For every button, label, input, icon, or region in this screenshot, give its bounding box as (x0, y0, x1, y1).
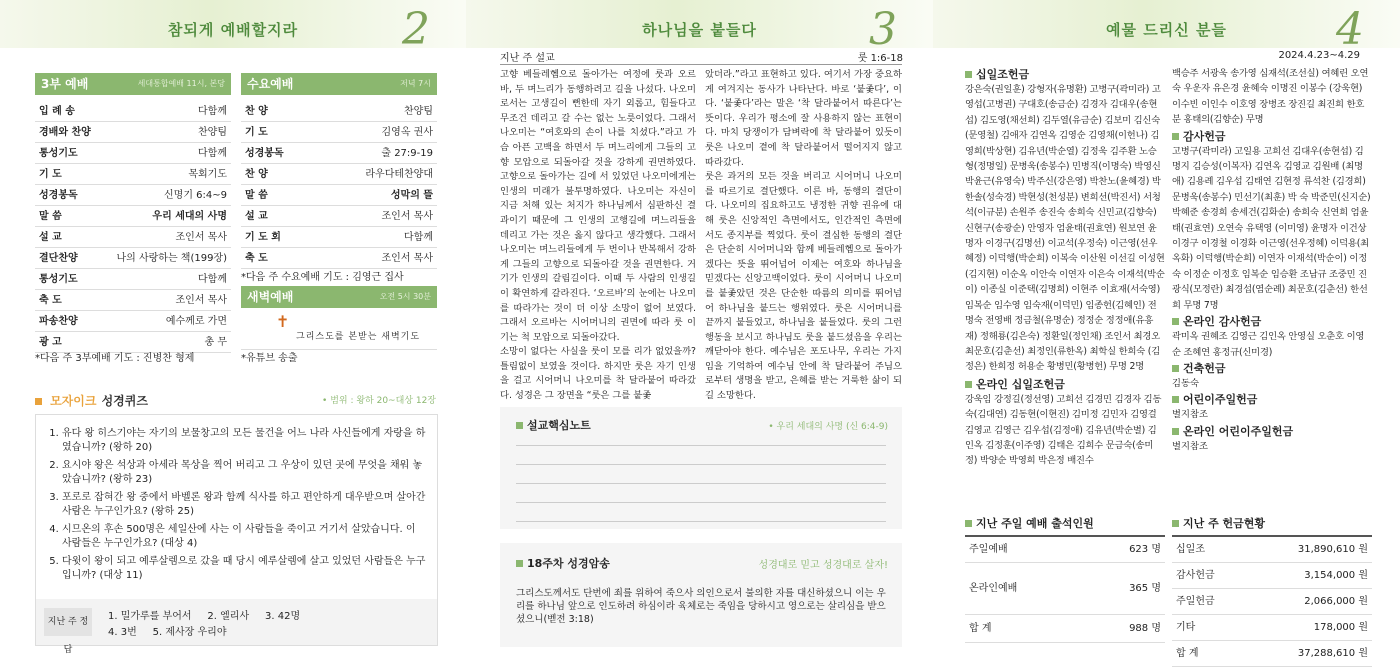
row-label: 주일예배 (969, 544, 1008, 555)
row-value: 성막의 뜰 (390, 190, 433, 201)
row-value: 3,154,000 원 (1304, 570, 1368, 581)
row-value: 다함께 (198, 106, 227, 117)
page-title: 예물 드리신 분들 (1106, 21, 1227, 39)
row-label: 찬 양 (245, 106, 268, 117)
row-value: 37,288,610 원 (1297, 648, 1368, 659)
note-line (516, 483, 886, 484)
quiz-brand: 모자이크 (50, 394, 97, 408)
table-row (1172, 641, 1372, 667)
row-value: 31,890,610 원 (1297, 544, 1368, 555)
row-label: 파송찬양 (39, 316, 78, 327)
row-value: 조인서 목사 (381, 211, 433, 222)
dawn-box (241, 286, 437, 350)
answer-line-2: 4. 3번 5. 제사장 우리야 (108, 627, 227, 638)
table-row (241, 101, 437, 122)
row-value: 178,000 원 (1313, 622, 1368, 633)
table-row (35, 122, 231, 143)
note-line (516, 464, 886, 465)
page-header (0, 0, 466, 55)
row-label: 입 례 송 (39, 106, 75, 117)
section-title: 온라인 어린이주일헌금 (1172, 423, 1372, 439)
section-text: 김동숙 (1172, 377, 1199, 389)
row-value: 다함께 (198, 148, 227, 159)
quiz-question-list (48, 427, 428, 587)
memory-verse-box (500, 543, 902, 647)
section-text: 고병구(곽미라) 고일용 고희선 김대우(송현섭) 김명지 김승성(이복자) 김연옥 김영교 김원배 (최명애) 김용례 김우섭 김태연 김현정 류석찬 (김경희) 문병욱(송봉수) 민선기(최훈) 박 숙 박준민(신지순) 박혜준 송경희 송세건(김화순) 송희숙 신연희 엄윤태(권효연) 오연숙 유택영 (이미영) 윤명자 이건상 이경구 이경철 이경화 이근영(선우정혜) 이덕용(최옥화) 이덕행(박순희) 이연자 이재석(박순이) 이정숙 이정순 이정호 임복순 임승환 조남규 조중민 진광식(모정란) 최경섭(염순례) 최문호(김춘선) 한선희 무명 7명 (1172, 145, 1371, 311)
offering-table (1172, 515, 1372, 667)
section-text: 백승주 서광욱 송가영 심재석(조선실) 여혜린 오연숙 우운자 유은경 윤혜숙 이명진 이봉수 (강욱현) 이수빈 이인수 이호영 장병조 장진길 최진희 한호분 홍태의(김향순) 무명 (1172, 68, 1369, 126)
row-value: 조인서 목사 (175, 232, 227, 243)
note-line (516, 445, 886, 446)
row-label: 말 씀 (245, 190, 268, 201)
offering-list-right (1172, 66, 1372, 461)
sermon-label: 지난 주 설교 (500, 53, 555, 64)
quiz-answer-box (36, 599, 437, 655)
table-row (241, 206, 437, 227)
wednesday-order-list (241, 101, 437, 269)
table-row (1172, 615, 1372, 641)
table-row (35, 101, 231, 122)
row-label: 통성기도 (39, 274, 78, 285)
row-label: 감사헌금 (1176, 570, 1215, 581)
row-label: 결단찬양 (39, 253, 78, 264)
row-label: 성경봉독 (39, 190, 78, 201)
row-label: 성경봉독 (245, 148, 284, 159)
page-number: 2 (402, 4, 430, 55)
row-value: 목회기도 (188, 169, 227, 180)
quiz-question: 2. 요시야 왕은 석상과 아세라 목상을 찍어 버리고 그 우상이 있던 곳에 무엇을 채워 놓았습니까? (왕하 23) (62, 459, 428, 487)
row-value: 총 무 (204, 337, 227, 348)
table-row (35, 185, 231, 206)
table-row (241, 227, 437, 248)
row-label: 찬 양 (245, 169, 268, 180)
table-row (965, 563, 1165, 615)
row-label: 합 계 (1176, 648, 1199, 659)
section-title: 온라인 십일조헌금 (965, 376, 1165, 392)
section-title: 건축헌금 (1172, 360, 1372, 376)
page-title: 참되게 예배할지라 (167, 21, 299, 39)
row-label: 말 씀 (39, 211, 62, 222)
memory-verse-slogan: 성경대로 믿고 성경대로 살자! (758, 560, 888, 571)
row-value: 988 명 (1129, 623, 1161, 634)
row-value: 김영옥 권사 (381, 127, 433, 138)
row-label: 기 도 (39, 169, 62, 180)
worship3-order-list (35, 101, 231, 353)
quiz-heading (35, 390, 148, 409)
attendance-title: 지난 주일 예배 출석인원 (965, 515, 1165, 531)
note-line (516, 502, 886, 503)
dawn-title: 새벽예배 (247, 290, 294, 304)
wednesday-note: *다음 주 수요예배 기도 : 김영근 집사 (241, 272, 404, 283)
quiz-box (35, 414, 438, 655)
row-label: 기 도 회 (245, 232, 281, 243)
wednesday-box (241, 73, 437, 269)
row-label: 십일조 (1176, 544, 1205, 555)
table-row (35, 164, 231, 185)
table-row (1172, 563, 1372, 589)
row-label: 축 도 (39, 295, 62, 306)
answer-label: 지난 주 정답 (44, 608, 92, 636)
row-label: 기타 (1176, 622, 1196, 633)
wednesday-title-bar (241, 73, 437, 95)
row-value: 365 명 (1129, 583, 1161, 594)
dawn-title-bar (241, 286, 437, 308)
row-value: 다함께 (198, 274, 227, 285)
table-row (35, 143, 231, 164)
section-text: 별지참조 (1172, 409, 1208, 421)
section-title: 온라인 감사헌금 (1172, 313, 1372, 329)
table-row (241, 248, 437, 269)
row-label: 통성기도 (39, 148, 78, 159)
row-label: 설 교 (39, 232, 62, 243)
quiz-question: 3. 포로로 잡혀간 왕 중에서 바벨론 왕과 함께 식사를 하고 편안하게 대우받으며 살아간 사람은 누구인가요? (왕하 25) (62, 491, 428, 519)
section-text: 별지참조 (1172, 440, 1208, 452)
table-row (35, 290, 231, 311)
table-row (1172, 589, 1372, 615)
row-value: 조인서 목사 (381, 253, 433, 264)
dawn-logo-text: 그리스도를 본받는 새벽기도 (296, 332, 421, 342)
memory-verse-text: 그리스도께서도 단번에 죄를 위하여 죽으사 의인으로서 불의한 자를 대신하셨으니 이는 우리를 하나님 앞으로 인도하려 하심이라 육체로는 죽임을 당하시고 영으로는 살리심을 받으셨으니(벧전 3:18) (516, 588, 886, 625)
table-row (1172, 537, 1372, 563)
section-title: 어린이주일헌금 (1172, 391, 1372, 407)
sermon-reference: 룻 1:6-18 (857, 53, 903, 64)
page-title: 하나님을 붙들다 (642, 21, 757, 39)
offering-date-range: 2024.4.23~4.29 (1278, 50, 1360, 61)
table-row (35, 206, 231, 227)
row-value: 2,066,000 원 (1304, 596, 1368, 607)
row-value: 우리 세대의 사명 (152, 211, 227, 222)
sermon-column-2: 았더라.”라고 표현하고 있다. 여기서 가장 중요하게 여겨지는 동사가 나타난다. 바로 ‘붙좇다’, 이다. ‘붙좇다’라는 말은 ‘착 달라붙어서 따른다’는 뜻이다. 우리가 평소에 잘 사용하지 않는 표현이다. 마치 당쟁이가 담벼락에 착 달라붙어 있듯이 룻은 나오미 곁에 착 달라붙어서 떨어지지 않고 따라갔다. 룻은 과거의 모든 것을 버리고 시어머니 나오미를 따르기로 결단했다. 이른 바, 동행의 결단이다. 나오미의 집요하고도 냉정한 귀향 권유에 대해 룻은 신앙적인 측면에서도, 인간적인 측면에서도 종지부를 찍었다. 룻이 결심한 동행의 결단은 단순히 시어머니와 함께 베들레헴으로 돌아가겠다는 뜻을 뛰어넘어 이제는 여호와 하나님을 믿겠다는 신앙고백이었다. 룻이 시어머니 나오미를 붙좇았던 것은 단순한 따름의 의미를 뛰어넘어 하나님을 붙드는 행위였다. 룻은 시어머니를 끝까지 붙들었고, 하나님을 붙들었다. 룻의 그런 행동을 보시고 하나님도 룻을 붙드셨음을 우리는 깨닫아야 한다. 예수님은 포도나무, 우리는 가지임을 기억하여 예수님 안에 착 달라붙어 주님으로부터 생명을 받고, 은혜를 받는 거룩한 삶이 되길 소망한다. (705, 69, 902, 402)
table-row (35, 311, 231, 332)
row-label: 온라인예배 (969, 583, 1018, 594)
quiz-question: 5. 다윗이 왕이 되고 예루살렘으로 갔을 때 당시 예루살렘에 살고 있었던 사람들은 누구입니까? (대상 11) (62, 555, 428, 583)
note-line (516, 521, 886, 522)
answer-line-1: 1. 밀가루를 부어서 2. 엘리사 3. 42명 (108, 611, 301, 622)
row-label: 광 고 (39, 337, 62, 348)
row-value: 출 27:9-19 (381, 148, 433, 159)
section-text: 강욱임 강정길(정선영) 고희선 김경민 김경자 김동숙(김대연) 김동현(이현진) 김미정 김민자 김영걸 김영교 김영근 김우섭(김정애) 김유년(박순별) 김인옥 김정훈(이주영) 김태은 김희수 문금숙(송미정) 박양순 박영희 박은정 배진수 (965, 393, 1162, 467)
quiz-range: • 범위 : 왕하 20~대상 12장 (322, 396, 436, 406)
sermon-column-1: 고향 베들레헴으로 돌아가는 여정에 룻과 오르바, 두 며느리가 동행하려고 길을 나섰다. 나오미로서는 고생길이 뻔한데 자기 외롭고, 힘들다고 무조건 데리고 갈 수는 없는 노릇이었다. 그래서 나오미는 “여호와의 손이 나를 치셨다.”라고 가슴 아픈 고백을 하면서 두 며느리에게 그들의 고향 모압으로 되돌아갈 것을 강하게 권면하였다. 고향으로 돌아가는 길에 서 있었던 나오미에게는 인생의 미래가 불투명하였다. 나오미는 자신이 지금 처해 있는 처지가 하나님께서 심판하신 결과이기 때문에 그 인생의 고행길에 며느리들을 데리고 가는 것은 옳지 않다고 생각했다. 그래서 나오미는 며느리들에게 두 번이나 반복해서 강하게 그들의 고향으로 되돌아갈 것을 권면한다. 거기가 인생의 갈림길이다. 이때 두 사람의 인생길이 확연하게 갈라진다. ‘오르바’의 눈에는 나오미를 따라가는 것이 더 이상 소망이 없어 보였다. 그래서 오르바는 시어머니의 권면에 따라 룻 이기는 척 모압으로 되돌아갔다. 소망이 없다는 사실을 룻이 모를 리가 없었을까? 틀림없이 보였을 것이다. 하지만 룻은 자기 인생을 걸고 시어머니 나오미를 착 달라붙어 따라갔다. 성경은 그 장면을 “룻은 그를 붙좇 (500, 69, 696, 402)
dawn-subtitle: 오전 5시 30분 (379, 292, 431, 301)
table-row (965, 615, 1165, 643)
row-label: 경배와 찬양 (39, 127, 91, 138)
quiz-question: 4. 시므온의 후손 500명은 세일산에 사는 이 사람들을 죽이고 거기서 살았습니다. 이 사람들은 누구인가요? (대상 4) (62, 523, 428, 551)
offering-title: 지난 주 헌금현황 (1172, 515, 1372, 531)
worship3-subtitle: 세대통합예배 11시, 본당 (137, 79, 225, 88)
row-value: 라우다테찬양대 (365, 169, 433, 180)
section-title: 십일조헌금 (965, 66, 1165, 82)
quiz-question: 1. 유다 왕 히스기야는 자기의 보물창고의 모든 물건을 어느 나라 사신들에게 자랑을 하였습니까? (왕하 20) (62, 427, 428, 455)
row-label: 주일헌금 (1176, 596, 1215, 607)
quiz-title: 성경퀴즈 (101, 394, 148, 408)
page-3-panel (466, 0, 933, 662)
dawn-logo (241, 308, 437, 350)
sermon-note-box (500, 407, 902, 529)
page-header (933, 0, 1400, 55)
worship3-box (35, 73, 231, 353)
row-label: 설 교 (245, 211, 268, 222)
page-2-panel (0, 0, 466, 662)
row-value: 623 명 (1129, 544, 1161, 555)
page-number: 4 (1336, 4, 1364, 55)
worship3-note: *다음 주 3부예배 기도 : 진병찬 형제 (35, 353, 195, 364)
memory-verse-title: 18주차 성경암송 (516, 555, 610, 571)
square-icon (35, 398, 42, 405)
table-row (241, 185, 437, 206)
table-row (965, 537, 1165, 563)
row-label: 축 도 (245, 253, 268, 264)
table-row (35, 227, 231, 248)
attendance-rows (965, 537, 1165, 643)
row-label: 기 도 (245, 127, 268, 138)
offering-rows (1172, 537, 1372, 667)
wednesday-subtitle: 저녁 7시 (400, 79, 431, 88)
table-row (35, 269, 231, 290)
worship3-title: 3부 예배 (41, 77, 89, 91)
section-text: 곽미옥 권혜조 김영근 김인옥 안영실 오춘호 이영순 조혜연 홍정규(신미경) (1172, 331, 1365, 358)
sermon-note-sub: • 우리 세대의 사명 (신 6:4-9) (768, 422, 888, 432)
section-title: 감사헌금 (1172, 128, 1372, 144)
page-header (466, 0, 933, 55)
row-value: 신명기 6:4~9 (164, 190, 227, 201)
table-row (241, 164, 437, 185)
row-value: 예수께로 가면 (165, 316, 227, 327)
attendance-table (965, 515, 1165, 643)
cross-icon: ✝ (276, 312, 290, 331)
section-text: 강은숙(권일훈) 강형자(유명환) 고병구(곽미라) 고영섭(고병권) 구대호(송금순) 김경자 김대우(송현섭) 김도영(채선희) 김두열(유금순) 김보미 김신숙(문영철) 김애자 김연옥 김영순 김영채(이헌나) 김영희(박상현) 김유년(박순열) 김정욱 김주환 노승형(정명일) 문병욱(송봉수) 민병직(이명숙) 박영신 박윤근(유영숙) 박주신(강은영) 박찬노(윤혜경) 박한솔(성숙경) 박현성(천성분) 변희선(박진서) 서청석(이규분) 손원주 송진숙 송희숙 신민교(김향숙) 신현구(송광순) 안영자 엄윤태(권효연) 원보연 윤명자 이경구(김명선) 이교석(우정숙) 이근영(선우혜정) 이덕행(박순희) 이복숙 이산원 이선길 이성현(김지현) 이순옥 이안숙 이연자 이은숙 이재석(박순이) 이종실 이준택(김명희) 이현주 이효재(서숙영) 임복순 임수영 임숙재(이덕민) 임종헌(김혜인) 전명숙 전영배 정금철(유명순) 정정순 정정애(유흥재) 정해룡(김은숙) 정환일(정인채) 조인서 최경오 최문호(김춘선) 최정인(류한옥) 최학실 한희숙 (김정은) 한희정 허용순 황병민(황병헌) 무명 2명 (965, 84, 1165, 373)
page-4-panel (933, 0, 1400, 662)
table-row (35, 248, 231, 269)
offering-list-left (965, 66, 1165, 500)
row-label: 합 계 (969, 623, 992, 634)
row-value: 찬양팀 (198, 127, 227, 138)
row-value: 나의 사랑하는 책(199장) (116, 253, 227, 264)
worship3-title-bar (35, 73, 231, 95)
wednesday-title: 수요예배 (247, 77, 294, 91)
divider (500, 64, 902, 65)
row-value: 다함께 (404, 232, 433, 243)
table-row (241, 122, 437, 143)
sermon-note-title: 설교핵심노트 (516, 417, 591, 433)
table-row (241, 143, 437, 164)
row-value: 조인서 목사 (175, 295, 227, 306)
page-number: 3 (869, 4, 897, 55)
dawn-note: *유튜브 송출 (241, 353, 298, 364)
row-value: 찬양팀 (404, 106, 433, 117)
